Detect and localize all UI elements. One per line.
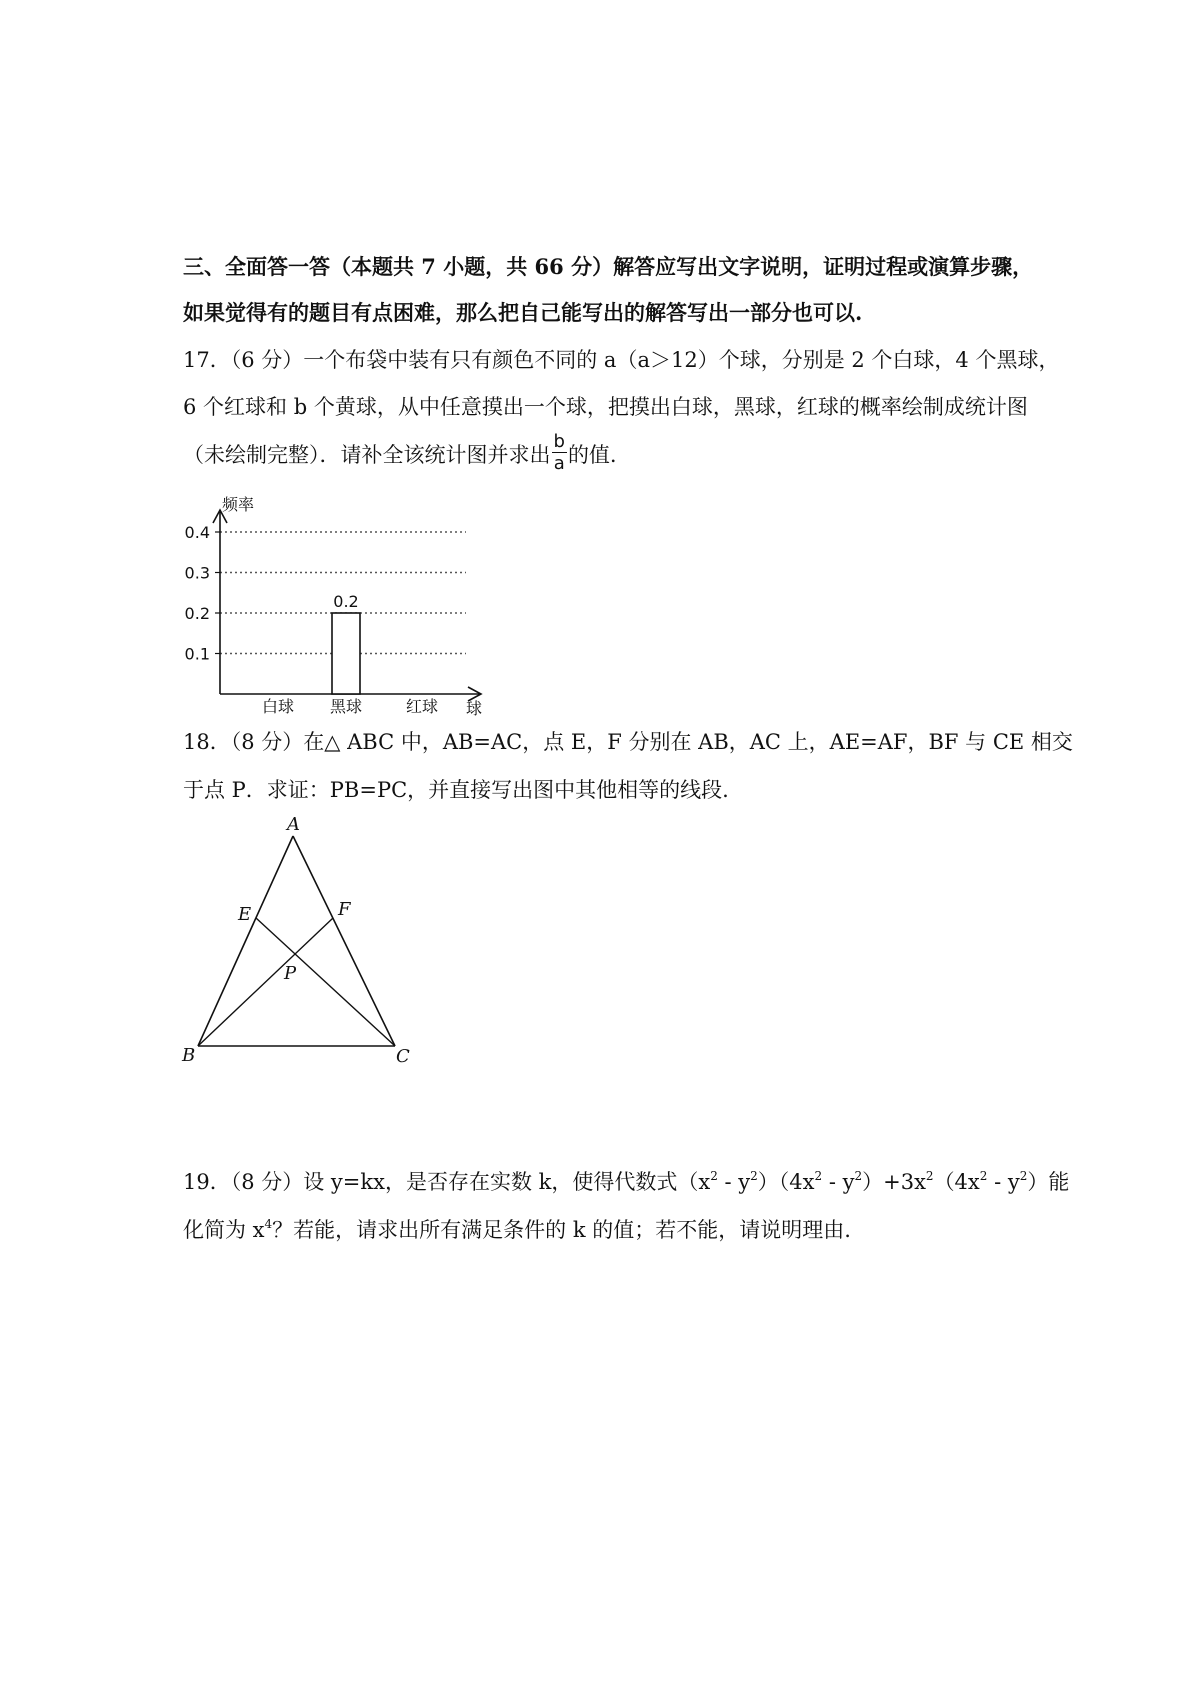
category-label-2: 黑球 — [329, 697, 363, 716]
q19-text-h: ）能 — [1027, 1170, 1070, 1194]
q18-line-2: 于点 P．求证：PB=PC，并直接写出图中其他相等的线段. — [183, 778, 729, 802]
q19-text-g: - y — [987, 1170, 1020, 1194]
section-heading-line-1: 三、全面答一答（本题共 7 小题，共 66 分）解答应写出文字说明，证明过程或演算步骤， — [183, 254, 1034, 279]
q19-text-a: 19．（8 分）设 y=kx，是否存在实数 k，使得代数式（x — [183, 1170, 711, 1194]
q19-text-i: 化简为 x — [183, 1218, 265, 1242]
point-f-label: F — [338, 899, 351, 920]
q19-text-c: ）（4x — [757, 1170, 815, 1194]
q19-sup-7: 2 — [1019, 1169, 1028, 1183]
q19-text-e: ）+3x — [862, 1170, 926, 1194]
y-tick-label-1: 0.1 — [184, 644, 210, 664]
x-axis-label: 球 — [466, 699, 483, 718]
segment-ce — [256, 918, 395, 1046]
point-p-label: P — [284, 963, 297, 984]
q17-line-3-text: （未绘制完整）．请补全该统计图并求出 — [183, 443, 551, 467]
segment-ab — [198, 836, 293, 1046]
section-heading-line-2: 如果觉得有的题目有点困难，那么把自己能写出的解答写出一部分也可以. — [183, 300, 863, 325]
q19-sup-8: 4 — [264, 1217, 273, 1231]
category-label-1: 白球 — [261, 697, 295, 716]
q19-text-b: - y — [717, 1170, 751, 1194]
q17-line-2: 6 个红球和 b 个黄球，从中任意摸出一个球，把摸出白球，黑球，红球的概率绘制成统计图 — [183, 395, 1028, 419]
point-a-label: A — [287, 814, 300, 835]
q17-line-1: 17．（6 分）一个布袋中装有只有颜色不同的 a（a＞12）个球，分别是 2 个白球，4 个黑球， — [183, 348, 1060, 372]
q19-sup-4: 2 — [854, 1169, 863, 1183]
q19-line-2 — [183, 1215, 851, 1245]
y-tick-label-4: 0.4 — [184, 523, 210, 542]
q18-line-1: 18．（8 分）在△ ABC 中，AB=AC，点 E，F 分别在 AB，AC 上，AE=AF，BF 与 CE 相交 — [183, 730, 1073, 754]
q19-text-j: ？若能，请求出所有满足条件的 k 的值；若不能，请说明理由. — [272, 1218, 851, 1242]
y-tick-label-2: 0.2 — [184, 604, 210, 623]
bar-value-label-1: 0.2 — [333, 592, 359, 611]
point-b-label: B — [182, 1045, 196, 1066]
q19-sup-1: 2 — [710, 1169, 718, 1183]
q19-sup-3: 2 — [814, 1169, 823, 1183]
fraction-denominator: a — [553, 452, 565, 474]
y-tick-label-3: 0.3 — [184, 563, 210, 583]
point-e-label: E — [238, 904, 252, 925]
segment-bf — [198, 918, 333, 1046]
q19-sup-2: 2 — [750, 1169, 758, 1183]
q19-sup-5: 2 — [925, 1169, 934, 1183]
q19-line-1 — [183, 1167, 1069, 1197]
q17-line-3-end: 的值. — [567, 443, 617, 467]
q19-text-d: - y — [822, 1170, 855, 1194]
category-label-3: 红球 — [405, 697, 439, 716]
q19-sup-6: 2 — [979, 1169, 988, 1183]
fraction-numerator: b — [553, 430, 565, 452]
point-c-label: C — [396, 1046, 410, 1067]
q19-text-f: （4x — [933, 1170, 980, 1194]
y-axis-label: 频率 — [222, 495, 255, 514]
